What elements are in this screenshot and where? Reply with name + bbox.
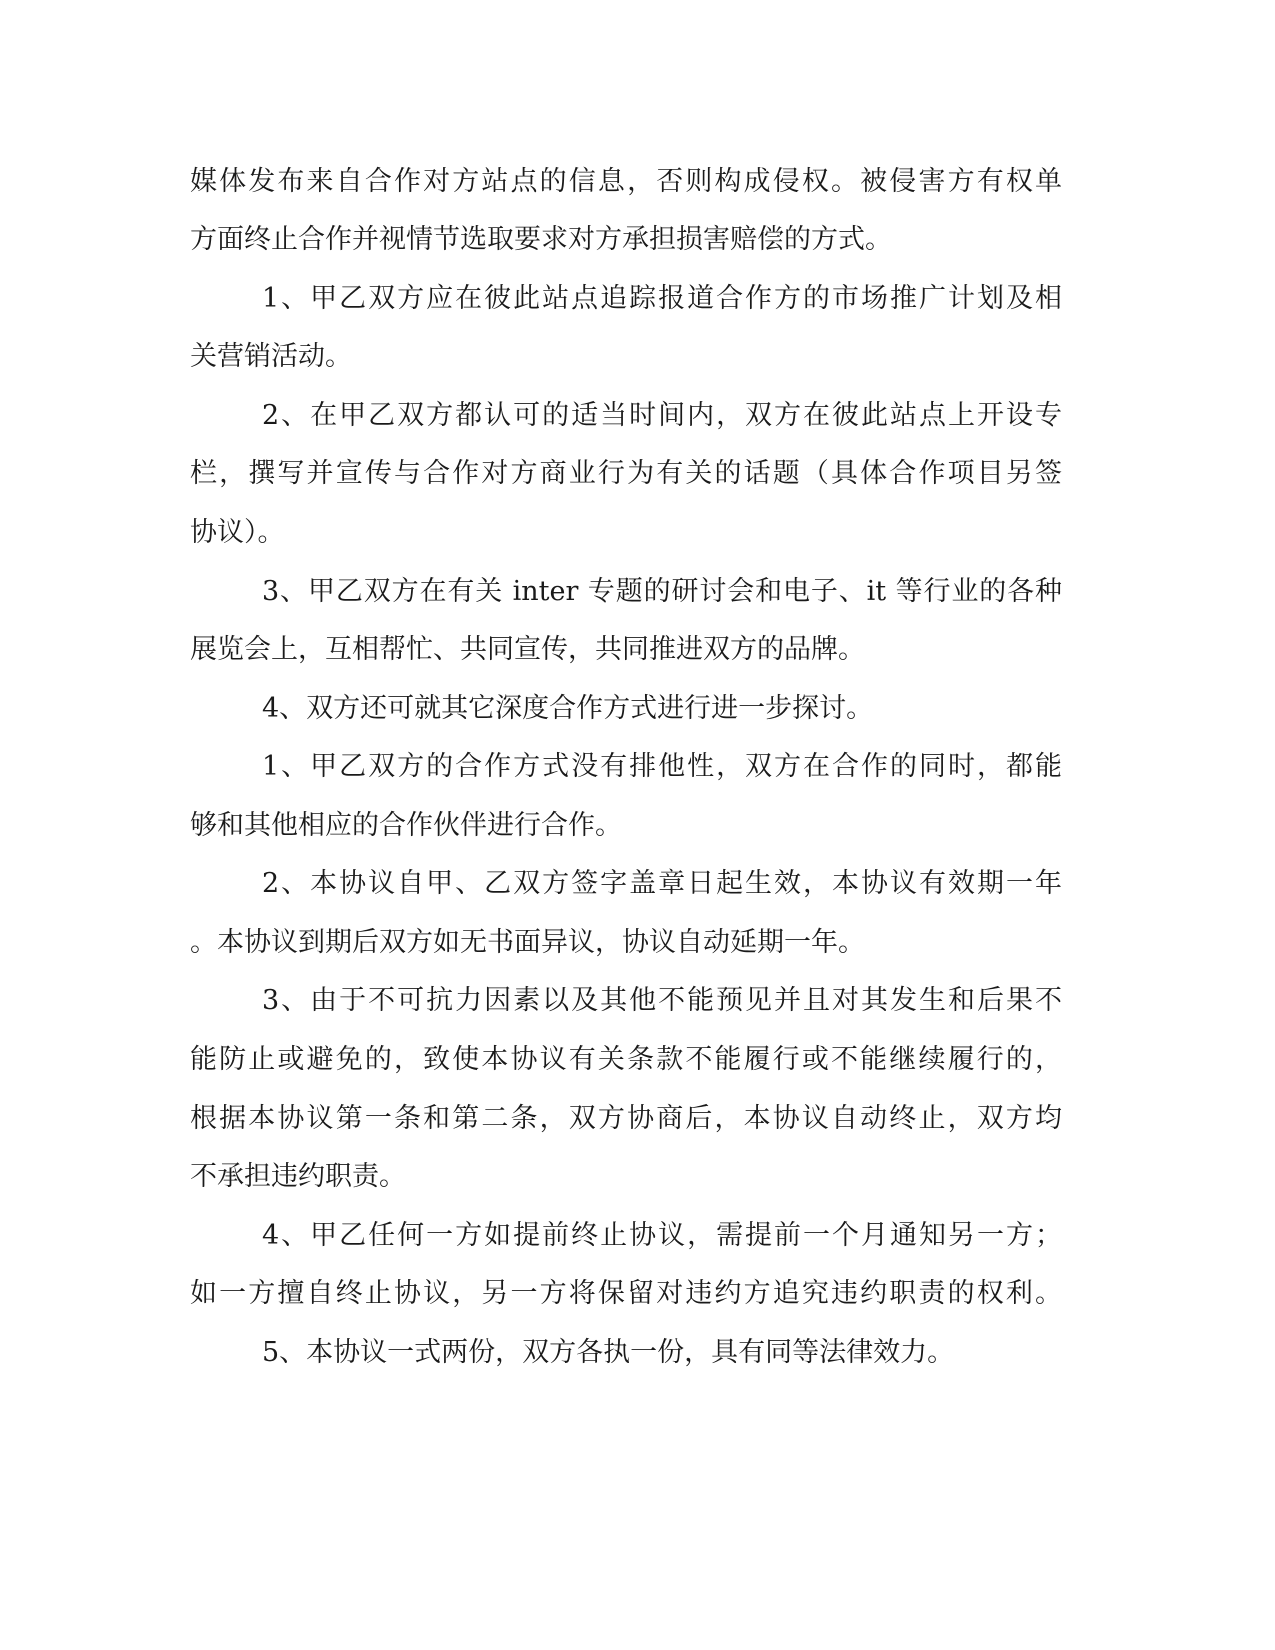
text-line [0,747,1275,787]
line-text: 4、甲乙任何一方如提前终止协议，需提前一个月通知另一方； [262,1220,1062,1251]
line-text: 2、本协议自甲、乙双方签字盖章日起生效，本协议有效期一年 [262,868,1062,899]
line-text: 1、甲乙双方的合作方式没有排他性，双方在合作的同时，都能 [262,751,1062,782]
line-text: 栏，撰写并宣传与合作对方商业行为有关的话题（具体合作项目另签 [190,458,1062,489]
line-text: 4、双方还可就其它深度合作方式进行进一步探讨。 [262,693,874,724]
line-text: 根据本协议第一条和第二条，双方协商后，本协议自动终止，双方均 [190,1103,1062,1134]
line-text: 5、本协议一式两份，双方各执一份，具有同等法律效力。 [262,1337,955,1368]
line-text: 。本协议到期后双方如无书面异议，协议自动延期一年。 [190,927,865,958]
line-text: 媒体发布来自合作对方站点的信息，否则构成侵权。被侵害方有权单 [190,166,1062,197]
line-text: 3、甲乙双方在有关 inter 专题的研讨会和电子、it 等行业的各种 [262,576,1062,607]
text-line [0,513,1275,553]
line-text: 方面终止合作并视情节选取要求对方承担损害赔偿的方式。 [190,224,892,255]
text-line [0,1099,1275,1139]
line-text: 能防止或避免的，致使本协议有关条款不能履行或不能继续履行的， [190,1044,1062,1075]
text-line [0,981,1275,1021]
text-line [0,806,1275,846]
text-line [0,396,1275,436]
text-line [0,1157,1275,1197]
text-line [0,454,1275,494]
line-text: 协议）。 [190,517,285,548]
text-line [0,279,1275,319]
text-line [0,1040,1275,1080]
text-line [0,689,1275,729]
line-text: 关营销活动。 [190,341,352,372]
line-text: 展览会上，互相帮忙、共同宣传，共同推进双方的品牌。 [190,634,865,665]
text-line [0,1333,1275,1373]
text-line [0,630,1275,670]
line-text: 如一方擅自终止协议，另一方将保留对违约方追究违约职责的权利。 [190,1278,1062,1309]
text-line [0,923,1275,963]
text-line [0,220,1275,260]
text-line [0,1274,1275,1314]
line-text: 1、甲乙双方应在彼此站点追踪报道合作方的市场推广计划及相 [262,283,1062,314]
line-text: 3、由于不可抗力因素以及其他不能预见并且对其发生和后果不 [262,985,1062,1016]
text-line [0,572,1275,612]
text-line [0,864,1275,904]
line-text: 2、在甲乙双方都认可的适当时间内，双方在彼此站点上开设专 [262,400,1062,431]
line-text: 不承担违约职责。 [190,1161,406,1192]
text-line [0,337,1275,377]
text-line [0,162,1275,202]
line-text: 够和其他相应的合作伙伴进行合作。 [190,810,622,841]
text-line [0,1216,1275,1256]
